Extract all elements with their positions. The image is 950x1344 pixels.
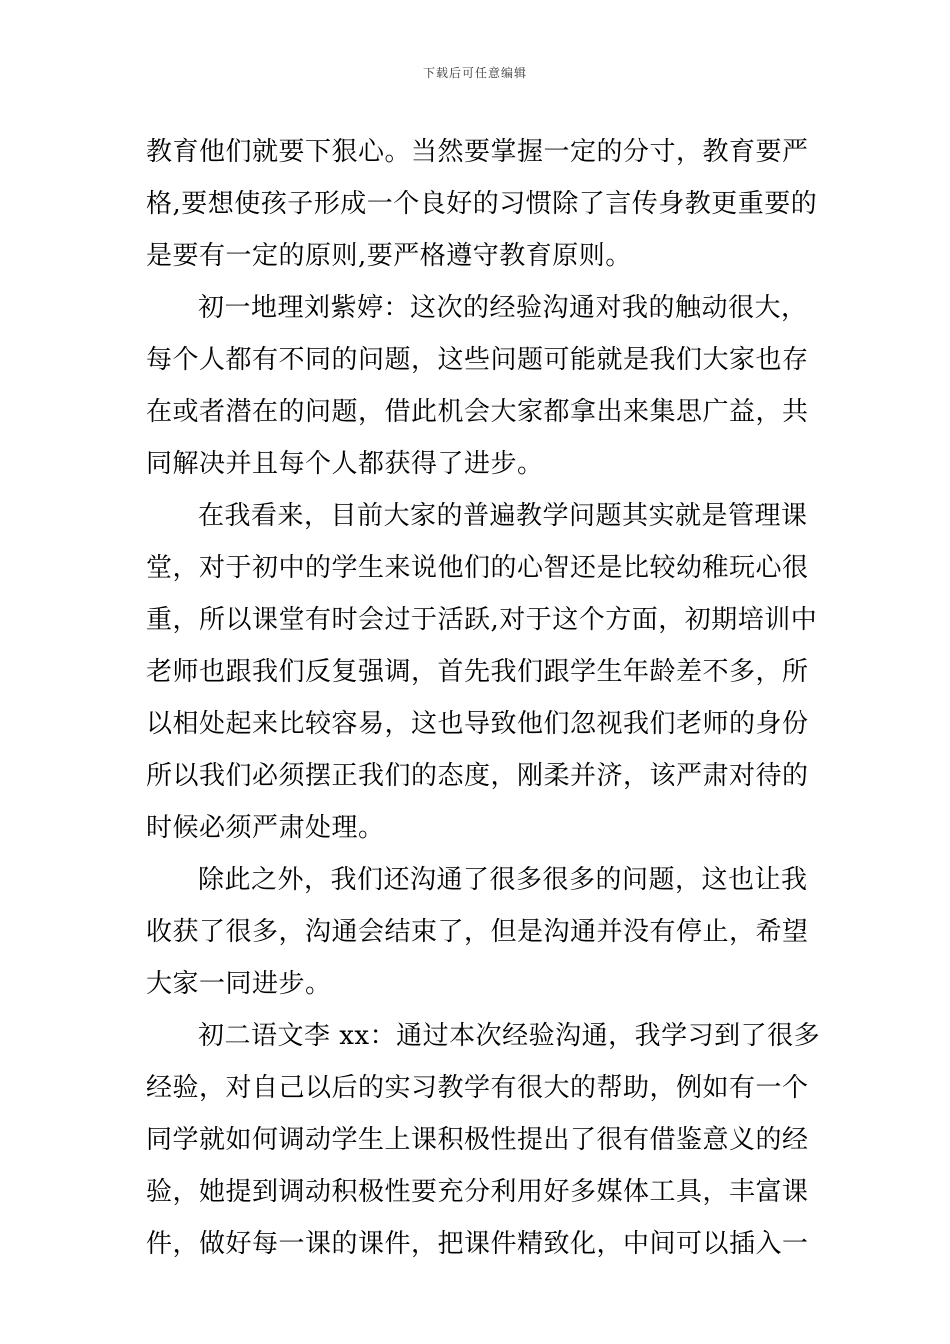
text-line: 同学就如何调动学生上课积极性提出了很有借鉴意义的经 (146, 1125, 809, 1155)
text-line: 堂，对于初中的学生来说他们的心智还是比较幼稚玩心很 (146, 553, 809, 583)
text-line: 初二语文李 xx：通过本次经验沟通，我学习到了很多 (198, 1021, 821, 1051)
text-line: 教育他们就要下狠心。当然要掌握一定的分寸，教育要严 (146, 137, 809, 167)
text-line: 老师也跟我们反复强调，首先我们跟学生年龄差不多，所 (146, 657, 809, 687)
text-line: 重，所以课堂有时会过于活跃,对于这个方面，初期培训中 (146, 605, 818, 635)
text-line: 是要有一定的原则,要严格遵守教育原则。 (146, 241, 632, 271)
text-line: 验，她提到调动积极性要充分利用好多媒体工具，丰富课 (146, 1177, 809, 1207)
text-line: 格,要想使孩子形成一个良好的习惯除了言传身教更重要的 (146, 189, 818, 219)
document-body (146, 126, 821, 1270)
text-line: 时候必须严肃处理。 (146, 813, 385, 843)
text-line: 大家一同进步。 (146, 969, 332, 999)
text-line: 除此之外，我们还沟通了很多很多的问题，这也让我 (198, 865, 808, 895)
text-line: 在或者潜在的问题，借此机会大家都拿出来集思广益，共 (146, 397, 809, 427)
text-line: 件，做好每一课的课件，把课件精致化，中间可以插入一 (146, 1229, 809, 1259)
text-line: 收获了很多，沟通会结束了，但是沟通并没有停止，希望 (146, 917, 809, 947)
text-line: 初一地理刘紫婷：这次的经验沟通对我的触动很大， (198, 293, 808, 323)
page-header: 下载后可任意编辑 (422, 66, 527, 80)
text-line: 同解决并且每个人都获得了进步。 (146, 449, 544, 479)
text-line: 所以我们必须摆正我们的态度，刚柔并济，该严肃对待的 (146, 761, 809, 791)
text-line: 经验，对自己以后的实习教学有很大的帮助，例如有一个 (146, 1073, 809, 1103)
text-line: 以相处起来比较容易，这也导致他们忽视我们老师的身份 (146, 709, 809, 739)
text-line: 在我看来，目前大家的普遍教学问题其实就是管理课 (198, 501, 808, 531)
text-line: 每个人都有不同的问题，这些问题可能就是我们大家也存 (146, 345, 809, 375)
